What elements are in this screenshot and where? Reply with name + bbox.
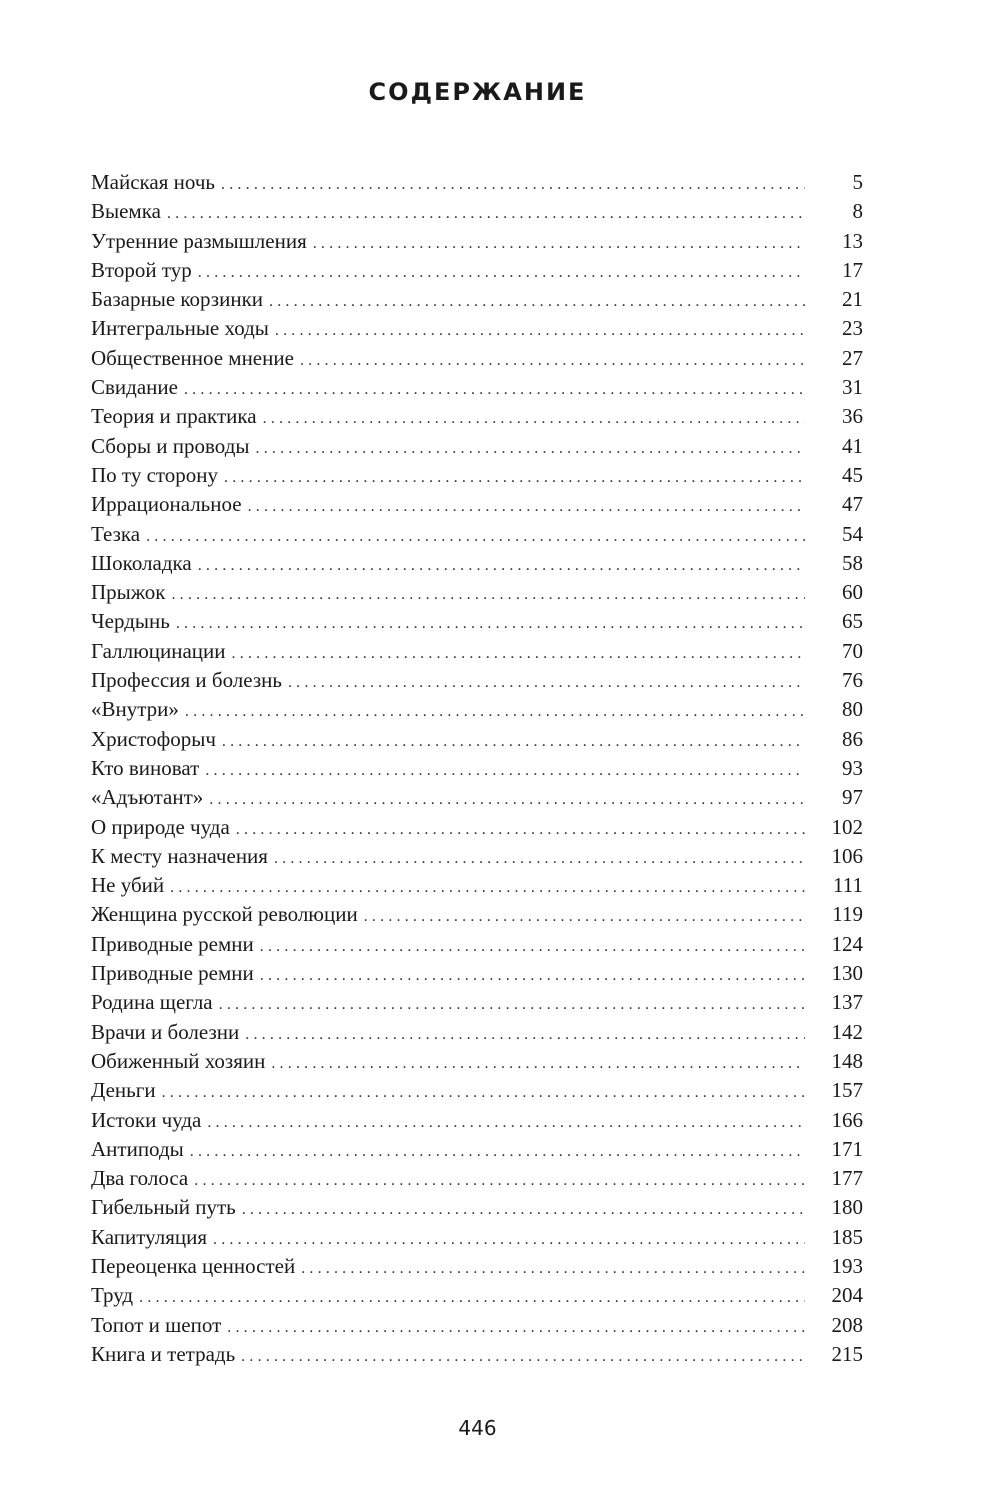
toc-entry-title: Утренние размышления [91, 228, 307, 253]
toc-entry-page: 124 [831, 931, 863, 956]
toc-entry [91, 1135, 863, 1164]
toc-entry-title: Галлюцинации [91, 638, 226, 663]
toc-entry-title: Труд [91, 1283, 134, 1308]
dot-leader [260, 961, 805, 990]
toc-entry [91, 1164, 863, 1193]
toc-entry-title: Врачи и болезни [91, 1019, 240, 1044]
dot-leader [245, 1020, 805, 1049]
dot-leader [185, 697, 805, 726]
toc-entry-page: 185 [831, 1224, 863, 1249]
dot-leader [242, 1195, 805, 1224]
toc-entry-page: 171 [831, 1136, 863, 1161]
toc-entry-page: 111 [833, 873, 863, 898]
dot-leader [209, 785, 805, 814]
toc-entry-title: Профессия и болезнь [91, 668, 282, 693]
toc-entry [91, 842, 863, 871]
toc-entry-page: 215 [831, 1341, 863, 1366]
toc-entry-title: Тезка [91, 521, 141, 546]
toc-entry [91, 285, 863, 314]
toc-entry-page: 17 [842, 257, 863, 282]
toc-entry-title: Интегральные ходы [91, 316, 269, 341]
toc-entry-title: Обиженный хозяин [91, 1048, 266, 1073]
dot-leader [288, 668, 805, 697]
dot-leader [221, 170, 805, 199]
toc-entry-title: О природе чуда [91, 814, 230, 839]
toc-entry [91, 1018, 863, 1047]
dot-leader [171, 580, 805, 609]
toc-entry-title: «Адъютант» [91, 785, 204, 810]
toc-entry [91, 520, 863, 549]
toc-entry-page: 142 [831, 1019, 863, 1044]
toc-entry-title: Приводные ремни [91, 931, 254, 956]
toc-entry [91, 1193, 863, 1222]
toc-entry-title: Гибельный путь [91, 1195, 236, 1220]
toc-entry-page: 21 [842, 287, 863, 312]
toc-entry [91, 1281, 863, 1310]
toc-entry-page: 80 [842, 697, 863, 722]
toc-entry-page: 13 [842, 228, 863, 253]
dot-leader [227, 1313, 805, 1342]
toc-entry-title: Свидание [91, 375, 178, 400]
dot-leader [162, 1078, 805, 1107]
toc-entry-page: 193 [831, 1253, 863, 1278]
toc-entry [91, 695, 863, 724]
toc-entry-title: Шоколадка [91, 550, 192, 575]
toc-entry [91, 227, 863, 256]
toc-entry-title: Иррациональное [91, 492, 242, 517]
dot-leader [300, 346, 805, 375]
dot-leader [167, 199, 805, 228]
toc-entry-title: Приводные ремни [91, 961, 254, 986]
toc-entry-page: 137 [831, 990, 863, 1015]
toc-entry [91, 402, 863, 431]
toc-entry-page: 5 [852, 170, 863, 194]
toc-entry [91, 432, 863, 461]
toc-entry [91, 549, 863, 578]
toc-entry-page: 86 [842, 726, 863, 751]
toc-entry-page: 177 [831, 1166, 863, 1191]
toc-entry-title: По ту сторону [91, 462, 219, 487]
dot-leader [198, 258, 805, 287]
dot-leader [176, 609, 805, 638]
toc-entry-title: Выемка [91, 199, 161, 224]
dot-leader [271, 1049, 805, 1078]
toc-entry-page: 93 [842, 755, 863, 780]
dot-leader [205, 756, 805, 785]
toc-entry-title: Антиподы [91, 1136, 184, 1161]
dot-leader [198, 551, 805, 580]
toc-entry [91, 1340, 863, 1369]
toc-entry-page: 208 [831, 1312, 863, 1337]
toc-entry [91, 461, 863, 490]
toc-entry-title: Два голоса [91, 1166, 189, 1191]
toc-entry [91, 344, 863, 373]
toc-entry-page: 54 [842, 521, 863, 546]
toc-entry-page: 130 [831, 961, 863, 986]
toc-entry-page: 8 [852, 199, 863, 224]
dot-leader [275, 316, 805, 345]
toc-entry-page: 106 [831, 843, 863, 868]
toc-entry-title: Переоценка ценностей [91, 1253, 296, 1278]
dot-leader [301, 1254, 805, 1283]
toc-entry-page: 36 [842, 404, 863, 429]
dot-leader [139, 1283, 805, 1312]
toc-entry-page: 76 [842, 668, 863, 693]
toc-entry [91, 1311, 863, 1340]
toc-entry-page: 47 [842, 492, 863, 517]
toc-entry-page: 97 [842, 785, 863, 810]
toc-entry-title: Книга и тетрадь [91, 1341, 236, 1366]
toc-entry [91, 1252, 863, 1281]
toc-entry [91, 1223, 863, 1252]
toc-entry-title: Второй тур [91, 257, 192, 282]
toc-entry [91, 1076, 863, 1105]
toc-entry-page: 180 [831, 1195, 863, 1220]
dot-leader [260, 932, 805, 961]
toc-entry-title: Деньги [91, 1078, 156, 1103]
toc-entry [91, 900, 863, 929]
toc-entry [91, 373, 863, 402]
toc-entry [91, 959, 863, 988]
toc-entry-page: 119 [832, 902, 863, 927]
page-title: СОДЕРЖАНИЕ [368, 78, 587, 106]
toc-entry [91, 871, 863, 900]
toc-entry [91, 813, 863, 842]
toc-entry-page: 45 [842, 462, 863, 487]
toc-entry [91, 754, 863, 783]
toc-entry [91, 1047, 863, 1076]
toc-entry-title: Теория и практика [91, 404, 257, 429]
toc-entry [91, 578, 863, 607]
toc-entry-page: 157 [831, 1078, 863, 1103]
table-of-contents [91, 168, 863, 1369]
toc-entry-title: Женщина русской революции [91, 902, 358, 927]
dot-leader [219, 990, 805, 1019]
toc-entry-page: 65 [842, 609, 863, 634]
toc-entry-page: 60 [842, 580, 863, 605]
dot-leader [313, 229, 805, 258]
toc-entry-title: Прыжок [91, 580, 166, 605]
toc-entry-title: Майская ночь [91, 170, 216, 194]
toc-entry-page: 41 [842, 433, 863, 458]
toc-entry-page: 58 [842, 550, 863, 575]
toc-entry-title: Капитуляция [91, 1224, 208, 1249]
toc-entry-title: Не убий [91, 873, 165, 898]
toc-entry [91, 637, 863, 666]
toc-entry-page: 102 [831, 814, 863, 839]
dot-leader [224, 463, 805, 492]
dot-leader [241, 1342, 805, 1371]
toc-entry [91, 930, 863, 959]
dot-leader [232, 639, 805, 668]
toc-entry-title: Истоки чуда [91, 1107, 202, 1132]
dot-leader [184, 375, 805, 404]
dot-leader [236, 815, 805, 844]
toc-entry-title: Кто виноват [91, 755, 200, 780]
toc-entry-page: 204 [831, 1283, 863, 1308]
toc-entry [91, 168, 863, 197]
dot-leader [364, 902, 805, 931]
dot-leader [274, 844, 805, 873]
dot-leader [263, 404, 805, 433]
toc-entry [91, 314, 863, 343]
dot-leader [207, 1108, 805, 1137]
toc-entry-title: Базарные корзинки [91, 287, 264, 312]
toc-entry-title: Общественное мнение [91, 345, 294, 370]
dot-leader [194, 1166, 805, 1195]
dot-leader [222, 727, 805, 756]
toc-entry-title: Сборы и проводы [91, 433, 250, 458]
dot-leader [190, 1137, 805, 1166]
dot-leader [146, 522, 805, 551]
toc-entry [91, 607, 863, 636]
toc-entry-page: 70 [842, 638, 863, 663]
page-number: 446 [458, 1416, 497, 1440]
toc-entry-page: 166 [831, 1107, 863, 1132]
toc-entry [91, 256, 863, 285]
toc-entry-page: 31 [842, 375, 863, 400]
toc-entry [91, 197, 863, 226]
toc-entry-title: Чердынь [91, 609, 170, 634]
toc-entry [91, 783, 863, 812]
toc-entry-title: «Внутри» [91, 697, 179, 722]
toc-entry [91, 988, 863, 1017]
dot-leader [269, 287, 805, 316]
toc-entry [91, 1106, 863, 1135]
toc-entry-page: 27 [842, 345, 863, 370]
toc-entry [91, 490, 863, 519]
toc-entry-title: К месту назначения [91, 843, 268, 868]
dot-leader [248, 492, 805, 521]
toc-entry-title: Топот и шепот [91, 1312, 222, 1337]
toc-entry [91, 666, 863, 695]
dot-leader [213, 1225, 805, 1254]
toc-entry-page: 23 [842, 316, 863, 341]
toc-entry-title: Христофорыч [91, 726, 216, 751]
toc-entry-title: Родина щегла [91, 990, 213, 1015]
dot-leader [170, 873, 805, 902]
toc-entry-page: 148 [831, 1048, 863, 1073]
toc-entry [91, 725, 863, 754]
dot-leader [256, 434, 806, 463]
